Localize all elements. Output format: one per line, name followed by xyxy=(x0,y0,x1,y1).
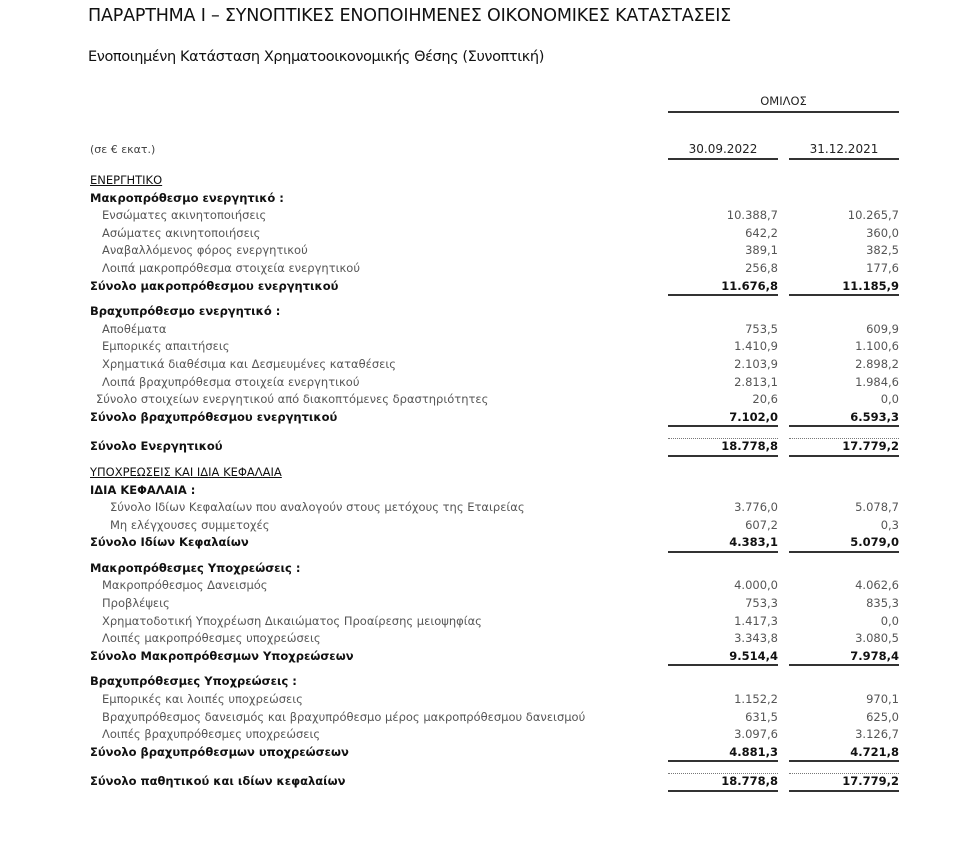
section-heading-row xyxy=(0,172,960,190)
value-2022: 1.410,9 xyxy=(734,339,778,354)
row-label: Σύνολο Ιδίων Κεφαλαίων που αναλογούν στους μετόχους της Εταιρείας xyxy=(110,500,525,515)
row-label: Αναβαλλόμενος φόρος ενεργητικού xyxy=(102,243,308,258)
value-2021: 4.062,6 xyxy=(855,578,899,593)
line-item-row xyxy=(0,338,960,356)
value-2021: 835,3 xyxy=(866,596,899,611)
row-label: Εμπορικές απαιτήσεις xyxy=(102,339,230,354)
line-item-row xyxy=(0,356,960,374)
value-2021: 5.078,7 xyxy=(855,500,899,515)
row-label: Μακροπρόθεσμες Υποχρεώσεις : xyxy=(90,560,301,575)
row-label: Χρηματοδοτική Υποχρέωση Δικαιώματος Προαίρεσης μειοψηφίας xyxy=(102,613,482,628)
column-header-2022: 30.09.2022 xyxy=(668,142,778,160)
value-2022: 3.343,8 xyxy=(734,631,778,646)
row-label: Μακροπρόθεσμος Δανεισμός xyxy=(102,578,268,593)
subtotal-row xyxy=(0,648,960,666)
row-spacer xyxy=(0,665,960,673)
value-2021: 3.080,5 xyxy=(855,631,899,646)
statement-subtitle: Ενοποιημένη Κατάσταση Χρηματοοικονομικής Θέσης (Συνοπτική) xyxy=(88,49,544,65)
value-2021: 625,0 xyxy=(866,709,899,724)
row-label: Βραχυπρόθεσμες Υποχρεώσεις : xyxy=(90,674,297,689)
line-item-row xyxy=(0,391,960,409)
value-2021: 0,0 xyxy=(880,613,899,628)
row-label: Σύνολο βραχυπρόθεσμων υποχρεώσεων xyxy=(90,744,349,759)
line-item-row xyxy=(0,207,960,225)
row-label: Λοιπές βραχυπρόθεσμες υποχρεώσεις xyxy=(102,727,321,742)
row-label: Βραχυπρόθεσμο ενεργητικό : xyxy=(90,304,281,319)
value-2021: 4.721,8 xyxy=(789,744,899,762)
value-2022: 642,2 xyxy=(745,225,778,240)
value-2021: 11.185,9 xyxy=(789,278,899,296)
row-label: Μη ελέγχουσες συμμετοχές xyxy=(110,517,270,532)
value-2022: 607,2 xyxy=(745,517,778,532)
row-label: Προβλέψεις xyxy=(102,596,170,611)
value-2022: 631,5 xyxy=(745,709,778,724)
row-label: ΥΠΟΧΡΕΩΣΕΙΣ ΚΑΙ ΙΔΙΑ ΚΕΦΑΛΑΙΑ xyxy=(90,464,282,479)
row-spacer xyxy=(0,295,960,303)
value-2021: 609,9 xyxy=(866,321,899,336)
value-2022: 10.388,7 xyxy=(726,208,778,223)
subtotal-row xyxy=(0,278,960,296)
value-2022: 18.778,8 xyxy=(668,438,778,456)
line-item-row xyxy=(0,630,960,648)
row-label: ΕΝΕΡΓΗΤΙΚΟ xyxy=(90,173,163,187)
value-2021: 17.779,2 xyxy=(789,773,899,791)
row-label: Χρηματικά διαθέσιμα και Δεσμευμένες καταθέσεις xyxy=(102,356,396,371)
line-item-row xyxy=(0,321,960,339)
value-2022: 4.000,0 xyxy=(734,578,778,593)
row-label: Σύνολο στοιχείων ενεργητικού από διακοπτόμενες δραστηριότητες xyxy=(96,392,489,407)
line-item-row xyxy=(0,726,960,744)
value-2021: 6.593,3 xyxy=(789,409,899,427)
value-2021: 7.978,4 xyxy=(789,648,899,666)
section-heading-row xyxy=(0,464,960,482)
row-label: Λοιπά βραχυπρόθεσμα στοιχεία ενεργητικού xyxy=(102,374,360,389)
line-item-row xyxy=(0,691,960,709)
value-2022: 753,5 xyxy=(745,321,778,336)
row-label: ΙΔΙΑ ΚΕΦΑΛΑΙΑ : xyxy=(90,482,196,497)
group-column-header: ΟΜΙΛΟΣ xyxy=(668,94,899,113)
value-2022: 7.102,0 xyxy=(668,409,778,427)
line-item-row xyxy=(0,499,960,517)
row-spacer xyxy=(0,552,960,560)
value-2022: 256,8 xyxy=(745,260,778,275)
value-2022: 3.776,0 xyxy=(734,500,778,515)
row-label: Αποθέματα xyxy=(102,321,167,336)
value-2022: 4.383,1 xyxy=(668,534,778,552)
value-2021: 2.898,2 xyxy=(855,356,899,371)
value-2021: 382,5 xyxy=(866,243,899,258)
row-label: Εμπορικές και λοιπές υποχρεώσεις xyxy=(102,692,303,707)
line-item-row xyxy=(0,374,960,392)
value-2022: 1.152,2 xyxy=(734,692,778,707)
line-item-row xyxy=(0,242,960,260)
value-2022: 20,6 xyxy=(752,392,778,407)
row-label: Σύνολο Ιδίων Κεφαλαίων xyxy=(90,535,249,550)
subtotal-row xyxy=(0,534,960,552)
value-2022: 11.676,8 xyxy=(668,278,778,296)
row-label: Σύνολο παθητικού και ιδίων κεφαλαίων xyxy=(90,774,346,789)
row-label: Σύνολο Ενεργητικού xyxy=(90,439,223,454)
units-label: (σε € εκατ.) xyxy=(90,143,156,156)
value-2021: 10.265,7 xyxy=(847,208,899,223)
subsection-heading-row xyxy=(0,303,960,321)
value-2022: 389,1 xyxy=(745,243,778,258)
line-item-row xyxy=(0,517,960,535)
line-item-row xyxy=(0,613,960,631)
value-2022: 9.514,4 xyxy=(668,648,778,666)
row-label: Σύνολο Μακροπρόθεσμων Υποχρεώσεων xyxy=(90,648,354,663)
value-2022: 2.813,1 xyxy=(734,374,778,389)
row-label: Σύνολο μακροπρόθεσμου ενεργητικού xyxy=(90,278,339,293)
value-2021: 0,3 xyxy=(880,517,899,532)
line-item-row xyxy=(0,577,960,595)
row-label: Βραχυπρόθεσμος δανεισμός και βραχυπρόθεσμο μέρος μακροπρόθεσμου δανεισμού xyxy=(102,709,586,724)
value-2022: 3.097,6 xyxy=(734,727,778,742)
row-label: Ασώματες ακινητοποιήσεις xyxy=(102,225,261,240)
value-2022: 4.881,3 xyxy=(668,744,778,762)
value-2021: 5.079,0 xyxy=(789,534,899,552)
line-item-row xyxy=(0,260,960,278)
value-2021: 17.779,2 xyxy=(789,438,899,456)
row-label: Σύνολο βραχυπρόθεσμου ενεργητικού xyxy=(90,409,338,424)
value-2021: 3.126,7 xyxy=(855,727,899,742)
subsection-heading-row xyxy=(0,482,960,500)
column-header-2021: 31.12.2021 xyxy=(789,142,899,160)
subsection-heading-row xyxy=(0,190,960,208)
line-item-row xyxy=(0,595,960,613)
value-2022: 2.103,9 xyxy=(734,356,778,371)
row-spacer xyxy=(0,426,960,438)
subtotal-row xyxy=(0,409,960,427)
value-2022: 1.417,3 xyxy=(734,613,778,628)
value-2021: 360,0 xyxy=(866,225,899,240)
row-spacer xyxy=(0,456,960,464)
row-label: Λοιπά μακροπρόθεσμα στοιχεία ενεργητικού xyxy=(102,260,360,275)
value-2021: 1.100,6 xyxy=(855,339,899,354)
row-label: Λοιπές μακροπρόθεσμες υποχρεώσεις xyxy=(102,631,321,646)
line-item-row xyxy=(0,709,960,727)
grand-total-row xyxy=(0,773,960,791)
value-2021: 970,1 xyxy=(866,692,899,707)
value-2021: 0,0 xyxy=(880,392,899,407)
document-title: ΠΑΡΑΡΤΗΜΑ Ι – ΣΥΝΟΠΤΙΚΕΣ ΕΝΟΠΟΙΗΜΕΝΕΣ ΟΙΚΟΝΟΜΙΚΕΣ ΚΑΤΑΣΤΑΣΕΙΣ xyxy=(88,6,732,26)
value-2022: 753,3 xyxy=(745,596,778,611)
subsection-heading-row xyxy=(0,673,960,691)
line-item-row xyxy=(0,225,960,243)
value-2021: 177,6 xyxy=(866,260,899,275)
value-2022: 18.778,8 xyxy=(668,773,778,791)
subsection-heading-row xyxy=(0,560,960,578)
grand-total-row xyxy=(0,438,960,456)
subtotal-row xyxy=(0,744,960,762)
value-2021: 1.984,6 xyxy=(855,374,899,389)
row-spacer xyxy=(0,761,960,773)
row-label: Μακροπρόθεσμο ενεργητικό : xyxy=(90,190,284,205)
row-label: Ενσώματες ακινητοποιήσεις xyxy=(102,208,267,223)
balance-sheet-table xyxy=(0,172,960,791)
